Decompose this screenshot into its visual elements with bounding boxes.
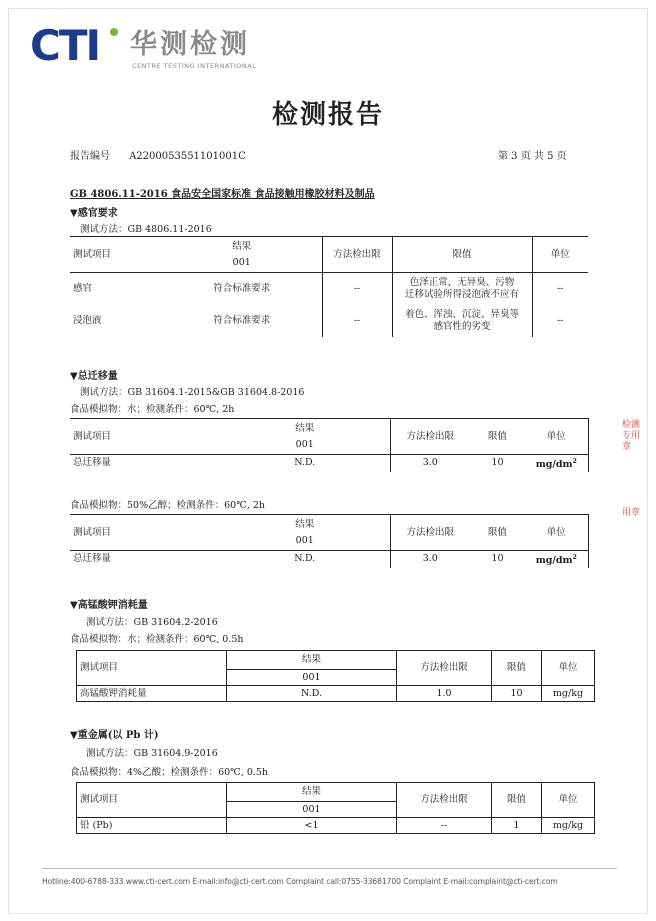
overall-table-2 [70, 514, 589, 568]
cell-mdl: 3.0 [422, 553, 438, 565]
cell-unit [525, 455, 588, 472]
col-header-result-label: 结果 [295, 518, 315, 530]
cell-mdl: -- [322, 273, 392, 305]
logo-brand: CTI [30, 21, 100, 70]
cell-limit: 10 [491, 457, 504, 469]
cell-unit-sup: 2 [572, 553, 577, 561]
cell-mdl: 1.0 [397, 686, 492, 702]
col-header-item: 测试项目 [70, 419, 220, 455]
col-header-result: 结果 [227, 651, 397, 670]
cell-result: N.D. [220, 455, 390, 472]
footer-contact: Hotline:400-6788-333 www.cti-cert.com E-mail:info@cti-cert.com Complaint call:0755-33681700 Complaint E-mail:complaint@cti-cert.com [42, 877, 558, 886]
cell-limit [392, 305, 532, 337]
cell-mdl: 3.0 [422, 457, 438, 469]
table-row [70, 551, 588, 568]
cell-unit-text: mg/dm [535, 554, 573, 566]
kmno4-method: 测试方法：GB 31604.2-2016 [86, 617, 218, 628]
col-header-sample: 001 [227, 802, 397, 818]
cell-item: 浸泡液 [73, 314, 102, 326]
cell-limit: 1 [492, 818, 542, 834]
col-header-sample: 001 [232, 256, 251, 268]
cell-item: 总迁移量 [73, 457, 112, 469]
red-stamp-bottom: 用章 [622, 508, 641, 518]
cell-result: 符合标准要求 [162, 273, 322, 305]
table-row [70, 273, 588, 305]
table-row [70, 455, 588, 472]
table-row [77, 686, 595, 702]
overall-condition-1: 食品模拟物：水；检测条件：60℃, 2h [70, 404, 235, 415]
table-row [77, 818, 595, 834]
col-header-item: 测试项目 [70, 515, 220, 551]
sensory-table [70, 236, 588, 337]
cell-result: 符合标准要求 [162, 305, 322, 337]
col-header-limit: 限值 [470, 515, 525, 551]
col-header-result: 结果 [227, 783, 397, 802]
report-number [70, 147, 246, 162]
cell-item: 铅 (Pb) [77, 818, 227, 834]
section-sensory-heading: ▼感官要求 [70, 208, 118, 219]
heavy-condition: 食品模拟物：4%乙酸；检测条件：60℃, 0.5h [70, 767, 269, 778]
standard-title: GB 4806.11-2016 食品安全国家标准 食品接触用橡胶材料及制品 [70, 189, 375, 200]
cell-limit-line-2: 迁移试验所得浸泡液不应有 [404, 288, 519, 300]
cell-result: <1 [227, 818, 397, 834]
cell-mdl: -- [397, 818, 492, 834]
cell-item: 总迁移量 [73, 553, 112, 565]
col-header-mdl: 方法检出限 [322, 237, 392, 273]
col-header-limit: 限值 [492, 783, 542, 818]
col-header-limit: 限值 [392, 237, 532, 273]
cell-unit-sup: 2 [572, 457, 577, 465]
kmno4-condition: 食品模拟物：水；检测条件：60℃, 0.5h [70, 634, 244, 645]
overall-method: 测试方法：GB 31604.1-2015&GB 31604.8-2016 [80, 387, 305, 398]
kmno4-table [76, 650, 595, 702]
col-header-limit: 限值 [492, 651, 542, 686]
page-info: 第 3 页 共 5 页 [498, 151, 567, 162]
sensory-method: 测试方法：GB 4806.11-2016 [80, 224, 212, 235]
col-header-mdl: 方法检出限 [397, 651, 492, 686]
heavy-method: 测试方法：GB 31604.9-2016 [86, 748, 218, 759]
cell-limit [392, 273, 532, 305]
col-header-item: 测试项目 [77, 651, 227, 686]
col-header-result-label: 结果 [295, 422, 315, 434]
table-row [70, 305, 588, 337]
col-header-unit: 单位 [542, 783, 595, 818]
col-header-result [220, 515, 390, 551]
cell-limit: 10 [492, 686, 542, 702]
footer-divider [42, 868, 617, 869]
cell-unit: mg/kg [542, 818, 595, 834]
col-header-sample: 001 [295, 534, 314, 546]
col-header-item: 测试项目 [70, 237, 162, 273]
col-header-unit: 单位 [542, 651, 595, 686]
cell-result: N.D. [220, 551, 390, 568]
logo-en: CENTRE TESTING INTERNATIONAL [132, 62, 257, 70]
col-header-limit: 限值 [470, 419, 525, 455]
report-number-value: A2200053551101001C [129, 151, 246, 162]
red-stamp-top: 检测专用章 [622, 420, 641, 452]
col-header-sample: 001 [227, 670, 397, 686]
page-title: 检测报告 [271, 100, 384, 130]
col-header-mdl: 方法检出限 [390, 419, 470, 455]
col-header-result-label: 结果 [232, 240, 252, 252]
col-header-unit: 单位 [532, 237, 588, 273]
cell-item: 感官 [73, 282, 93, 294]
cell-unit-text: mg/dm [535, 458, 573, 470]
col-header-unit: 单位 [525, 515, 588, 551]
cell-mdl: -- [322, 305, 392, 337]
cell-limit: 10 [491, 553, 504, 565]
overall-table-1 [70, 418, 589, 472]
logo-dot-icon [110, 28, 118, 36]
col-header-unit: 单位 [525, 419, 588, 455]
report-number-label: 报告编号 [70, 151, 110, 162]
overall-condition-2: 食品模拟物：50%乙醇；检测条件：60℃, 2h [70, 500, 266, 511]
section-overall-heading: ▼总迁移量 [70, 371, 118, 382]
heavy-table [76, 782, 595, 834]
section-kmno4-heading: ▼高锰酸钾消耗量 [70, 600, 148, 611]
cell-unit [525, 551, 588, 568]
cell-item: 高锰酸钾消耗量 [77, 686, 227, 702]
col-header-result [220, 419, 390, 455]
cell-result: N.D. [227, 686, 397, 702]
col-header-result [162, 237, 322, 273]
cell-unit: -- [557, 282, 564, 294]
section-heavy-heading: ▼重金属(以 Pb 计) [70, 730, 159, 741]
cell-limit-line-1: 着色、浑浊、沉淀、异臭等 [404, 308, 519, 320]
cell-unit: -- [557, 314, 564, 326]
cell-limit-line-2: 感官性的劣变 [433, 320, 491, 332]
logo-cn: 华测检测 [130, 29, 250, 60]
col-header-item: 测试项目 [77, 783, 227, 818]
col-header-sample: 001 [295, 438, 314, 450]
col-header-mdl: 方法检出限 [397, 783, 492, 818]
col-header-mdl: 方法检出限 [390, 515, 470, 551]
cell-unit: mg/kg [542, 686, 595, 702]
cell-limit-line-1: 色泽正常，无异臭、污物 [409, 276, 515, 288]
